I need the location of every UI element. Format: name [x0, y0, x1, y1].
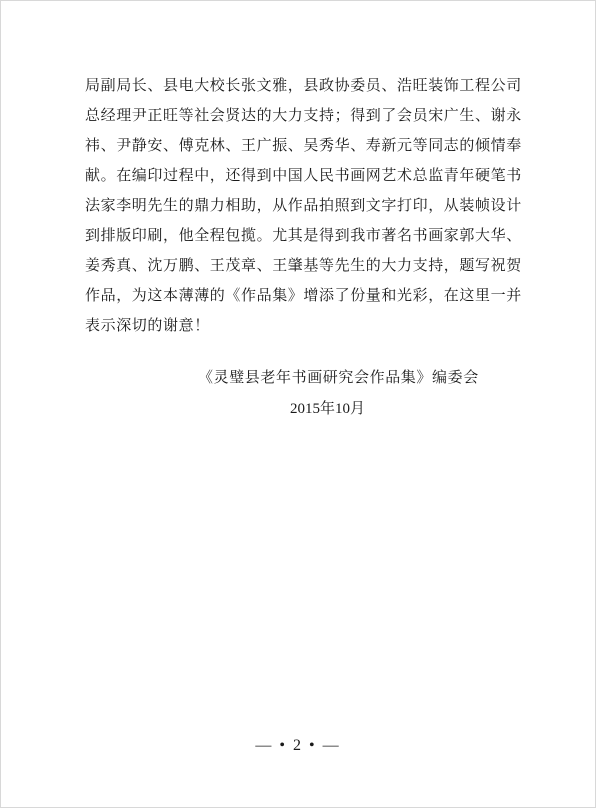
- body-text: [85, 70, 522, 340]
- text-line: 姜秀真、沈万鹏、王茂章、王肇基等先生的大力支持，题写祝贺: [85, 256, 522, 274]
- text-line: 局副局长、县电大校长张文雅，县政协委员、浩旺装饰工程公司: [85, 76, 522, 94]
- text-line: 到排版印刷，他全程包揽。尤其是得到我市著名书画家郭大华、: [85, 226, 522, 244]
- text-line: 法家李明先生的鼎力相助，从作品拍照到文字打印，从装帧设计: [85, 196, 522, 214]
- text-line: 献。在编印过程中，还得到中国人民书画网艺术总监青年硬笔书: [85, 166, 522, 184]
- text-line: 表示深切的谢意！: [85, 316, 210, 334]
- page-number: — • 2 • —: [255, 737, 341, 754]
- signature-organization: 《灵璧县老年书画研究会作品集》编委会: [198, 368, 479, 386]
- text-line: 祎、尹静安、傅克林、王广振、吴秀华、寿新元等同志的倾情奉: [85, 136, 522, 154]
- signature-date: 2015年10月: [290, 401, 366, 417]
- text-line: 总经理尹正旺等社会贤达的大力支持；得到了会员宋广生、谢永: [85, 106, 522, 124]
- text-line: 作品，为这本薄薄的《作品集》增添了份量和光彩，在这里一并: [85, 286, 522, 304]
